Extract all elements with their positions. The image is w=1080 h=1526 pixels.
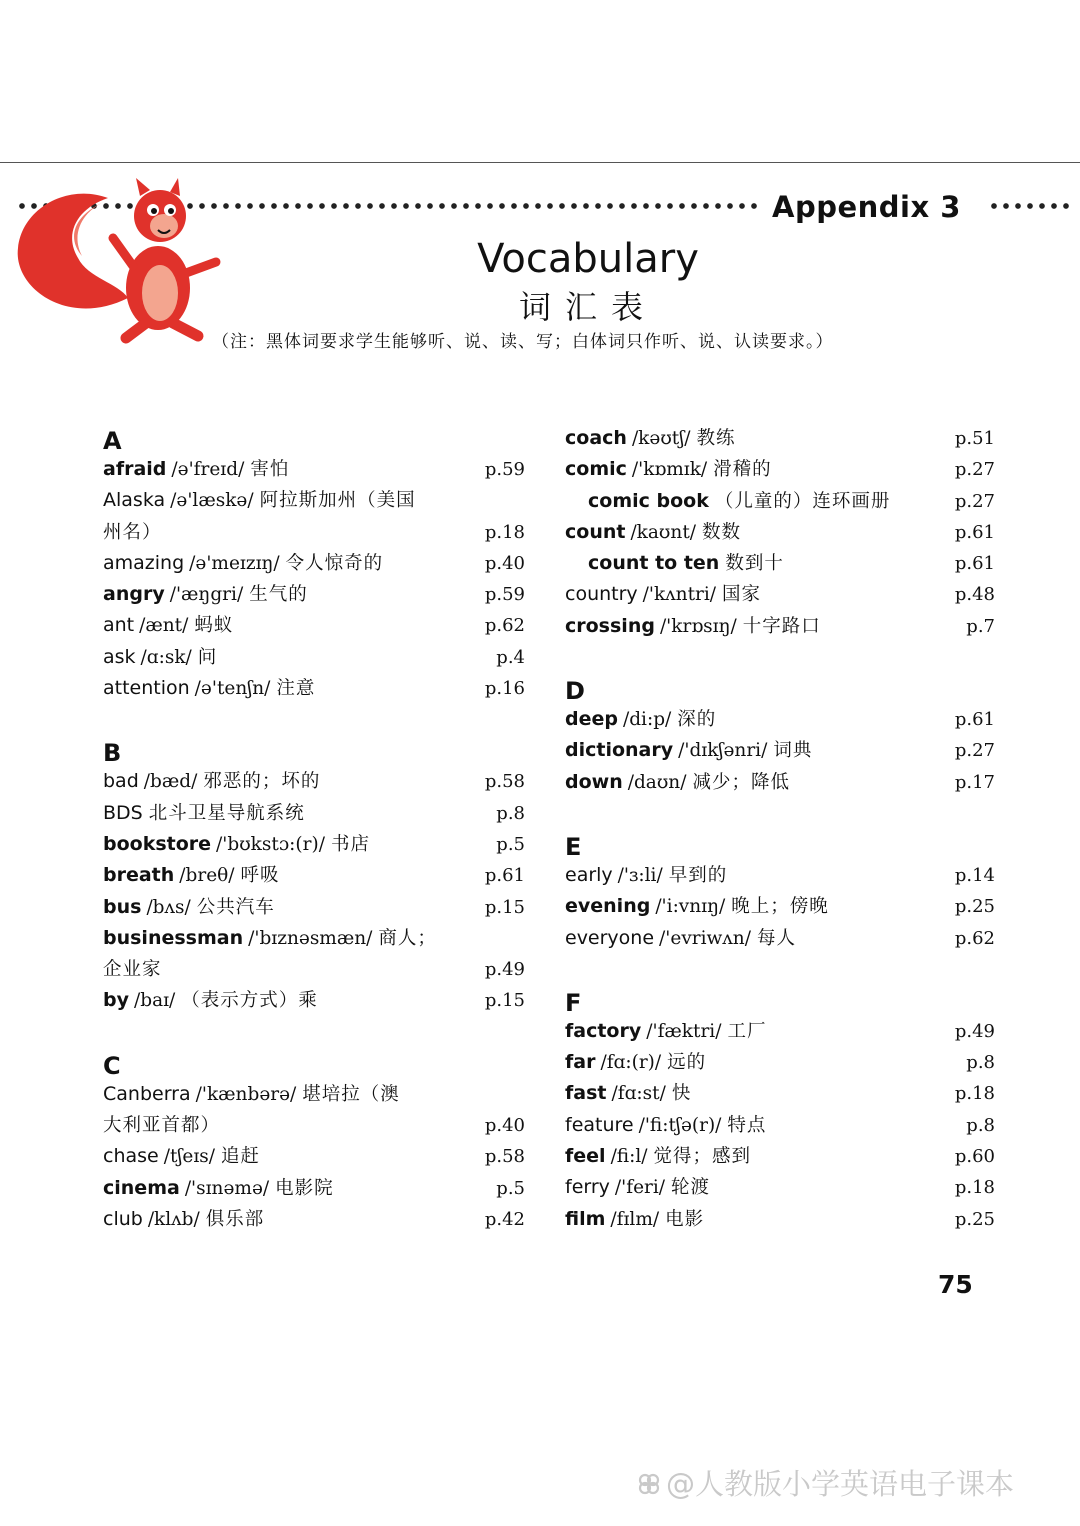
entry-page-ref: p.25 [954,1208,995,1230]
entry-page-ref: p.59 [484,459,525,480]
entry-meaning: 问 [197,646,218,668]
entry-phonetic: /'kʌntri/ [642,584,716,606]
entry-word: ferry [565,1176,610,1199]
section-gap [103,1017,528,1048]
entry-phonetic: /'krɒsɪŋ/ [659,615,737,637]
vocab-entry [565,704,995,735]
entry-word: comic book [588,489,709,512]
entry-meaning: 快 [671,1083,692,1105]
entry-phonetic: /ə'læskə/ [170,490,254,512]
entry-phonetic: /daʊn/ [627,771,687,793]
entry-word: bad [103,770,139,793]
dotted-leader-right [988,199,1072,213]
entry-meaning: 数到十 [725,553,784,575]
entry-word: bus [103,895,142,918]
vocab-entry [565,517,995,548]
entry-word: coach [565,427,627,449]
vocab-entry [103,1141,528,1172]
entry-word: businessman [103,926,244,949]
entry-meaning: 电影院 [275,1177,334,1199]
entry-word: BDS [103,801,143,824]
entry-phonetic: /breθ/ [179,865,235,887]
vocabulary-column-right [565,423,995,1235]
entry-word: chase [103,1145,159,1168]
entry-word: evening [565,895,651,918]
section-gap [565,954,990,985]
entry-phonetic: /'kɒmɪk/ [631,459,708,481]
entry-page-ref: p.25 [954,896,995,918]
entry-page-ref: p.8 [496,802,525,824]
entry-word: far [565,1051,596,1074]
entry-word: feel [565,1145,606,1168]
entry-meaning: 每人 [756,927,796,949]
entry-meaning: 公共汽车 [196,896,275,918]
entry-phonetic: /'sɪnəmə/ [184,1177,270,1199]
entry-page-ref: p.27 [954,459,995,481]
vocab-entry [103,1204,528,1235]
entry-word: bookstore [103,832,212,855]
section-gap [103,704,528,735]
entry-word: club [103,1207,143,1230]
vocab-entry [565,767,995,798]
entry-page-ref: p.15 [484,990,525,1012]
entry-meaning: 追赶 [221,1146,261,1168]
entry-page-ref: p.8 [966,1052,995,1074]
entry-phonetic: /'kænbərə/ [195,1083,297,1105]
vocab-entry [103,985,528,1016]
entry-phonetic: /di:p/ [622,709,672,731]
entry-page-ref: p.8 [966,1114,995,1136]
top-rule [0,162,1080,163]
entry-meaning: 书店 [330,833,370,855]
entry-meaning: （儿童的）连环画册 [714,490,891,512]
entry-phonetic: /ə'tenʃn/ [194,678,271,700]
section-letter: E [565,832,582,861]
vocab-entry [565,735,995,766]
vocab-entry [103,485,528,516]
vocab-entry [103,548,528,579]
vocab-entry [103,1173,528,1204]
vocab-entry [565,1016,995,1047]
entry-meaning: 俱乐部 [205,1208,265,1230]
vocab-entry [103,860,528,891]
vocab-entry [565,860,995,891]
entry-word: attention [103,677,190,700]
usage-note: （注：黑体词要求学生能够听、说、读、写；白体词只作听、说、认读要求。） [212,332,834,352]
watermark-logo-icon [636,1471,662,1497]
entry-phonetic: /'dɪkʃənri/ [678,740,768,762]
entry-page-ref: p.61 [954,553,995,575]
vocab-entry [565,1141,995,1172]
entry-page-ref: p.17 [954,771,995,793]
entry-phonetic: /'i:vnɪŋ/ [655,896,726,918]
entry-word: country [565,583,638,606]
entry-page-ref: p.49 [484,959,525,981]
entry-word: down [565,770,623,793]
vocab-entry [565,454,995,485]
entry-meaning: 呼吸 [240,865,280,887]
vocab-entry [103,923,528,954]
entry-phonetic: /ɑ:sk/ [140,646,192,668]
section-letter: A [103,427,122,455]
entry-meaning: 电影 [665,1208,705,1230]
entry-meaning: 早到的 [668,864,728,886]
entry-page-ref: p.16 [484,678,525,700]
entry-meaning: 企业家 [103,959,162,981]
entry-page-ref: p.62 [484,615,525,637]
entry-page-ref: p.58 [484,771,525,793]
entry-page-ref: p.62 [954,927,995,949]
entry-meaning: 北斗卫星导航系统 [148,802,305,824]
entry-meaning: 害怕 [250,459,290,480]
entry-page-ref: p.51 [954,428,995,449]
vocab-entry [103,1079,528,1110]
entry-phonetic: /kəʊtʃ/ [631,428,691,449]
vocab-entry [565,923,995,954]
entry-meaning: 阿拉斯加州（美国 [259,490,416,512]
entry-phonetic: /ə'meɪzɪŋ/ [189,552,280,574]
entry-phonetic: /ænt/ [139,615,189,637]
entry-phonetic: /'bʊkstɔ:(r)/ [216,833,325,855]
entry-meaning: 堪培拉（澳 [302,1083,400,1105]
entry-meaning: 轮渡 [671,1177,711,1199]
entry-word: afraid [103,458,167,480]
vocab-entry [565,1110,995,1141]
entry-phonetic: /fɪlm/ [610,1208,660,1230]
entry-word: fast [565,1082,607,1105]
entry-word: count to ten [588,552,720,575]
entry-page-ref: p.4 [496,646,525,668]
vocab-entry [565,891,995,922]
section-letter: D [565,677,585,706]
entry-page-ref: p.40 [484,1115,525,1137]
entry-word: deep [565,708,618,731]
entry-page-ref: p.58 [484,1146,525,1168]
vocab-entry [103,892,528,923]
entry-page-ref: p.27 [954,490,995,512]
entry-page-ref: p.49 [954,1020,995,1042]
entry-word: angry [103,583,165,606]
entry-meaning: 十字路口 [742,615,821,637]
entry-phonetic: /'æŋgri/ [169,584,244,606]
entry-word: feature [565,1113,634,1136]
entry-word: crossing [565,614,655,637]
entry-page-ref: p.5 [496,833,525,855]
entry-word: by [103,989,129,1012]
section-letter: B [103,739,122,768]
entry-page-ref: p.18 [484,521,525,543]
vocab-entry [103,454,528,485]
entry-page-ref: p.7 [966,615,995,637]
vocab-entry [565,486,995,517]
vocab-entry [565,611,995,642]
entry-meaning: （表示方式）乘 [181,990,318,1012]
entry-meaning: 觉得；感到 [653,1146,752,1168]
vocab-entry [103,517,528,548]
entry-phonetic: /baɪ/ [134,990,176,1012]
vocab-entry [565,548,995,579]
entry-meaning: 工厂 [727,1020,767,1042]
entry-word: film [565,1207,606,1230]
vocab-entry [103,1110,528,1141]
vocab-entry [565,1078,995,1109]
entry-page-ref: p.61 [484,865,525,887]
vocab-entry [103,642,528,673]
appendix-label: Appendix 3 [772,190,961,224]
entry-word: everyone [565,926,655,949]
entry-phonetic: /'bɪznəsmæn/ [248,927,373,949]
entry-phonetic: /'evriwʌn/ [659,927,751,949]
entry-page-ref: p.18 [954,1177,995,1199]
entry-word: amazing [103,551,185,574]
entry-phonetic: /fi:l/ [610,1146,648,1168]
vocab-entry [103,766,528,797]
entry-meaning: 远的 [667,1052,707,1074]
entry-page-ref: p.42 [484,1208,525,1230]
entry-word: cinema [103,1176,180,1199]
vocab-entry [565,1204,995,1235]
entry-phonetic: /'feri/ [614,1177,666,1199]
entry-meaning: 晚上；傍晚 [731,896,829,918]
entry-word: breath [103,864,175,887]
entry-phonetic: /fɑ:(r)/ [600,1052,662,1074]
entry-meaning: 特点 [727,1114,767,1136]
entry-word: ask [103,645,136,668]
entry-phonetic: /fɑ:st/ [611,1083,666,1105]
entry-phonetic: /'ɜ:li/ [617,864,663,886]
entry-page-ref: p.59 [484,584,525,606]
entry-page-ref: p.5 [496,1177,525,1199]
watermark-text: @人教版小学英语电子课本 [666,1467,1015,1501]
section-gap [565,642,990,673]
entry-page-ref: p.61 [954,521,995,543]
entry-meaning: 深的 [677,709,717,731]
entry-phonetic: /tʃeɪs/ [163,1146,216,1168]
entry-meaning: 教练 [696,428,736,449]
page-title: Vocabulary [477,236,699,282]
entry-word: factory [565,1019,642,1042]
entry-meaning: 州名） [103,521,162,543]
entry-word: ant [103,614,135,637]
vocab-entry [103,954,528,985]
entry-meaning: 商人； [378,927,437,949]
entry-meaning: 令人惊奇的 [285,552,384,574]
vocab-entry [103,829,528,860]
vocabulary-column-left [103,423,528,1235]
vocab-entry [103,579,528,610]
entry-word: Alaska [103,489,166,512]
entry-phonetic: /'fæktri/ [646,1020,722,1042]
entry-meaning: 国家 [722,584,762,606]
entry-phonetic: /'fi:tʃə(r)/ [638,1114,722,1136]
vocab-entry [565,579,995,610]
section-letter: F [565,988,582,1017]
entry-meaning: 蚂蚁 [194,615,234,637]
entry-word: early [565,863,613,886]
entry-meaning: 注意 [276,678,316,700]
entry-page-ref: p.60 [954,1146,995,1168]
watermark [636,1462,1014,1503]
entry-meaning: 滑稽的 [713,459,772,481]
entry-word: Canberra [103,1082,191,1105]
entry-meaning: 词典 [773,740,813,762]
section-letter: C [103,1051,121,1080]
vocab-entry [565,1172,995,1203]
entry-phonetic: /klʌb/ [147,1208,200,1230]
entry-phonetic: /ə'freɪd/ [171,459,245,480]
entry-page-ref: p.14 [954,864,995,886]
entry-phonetic: /kaʊnt/ [630,521,696,543]
entry-word: comic [565,458,627,481]
page-subtitle: 词汇表 [518,288,657,326]
entry-phonetic: /bæd/ [143,771,198,793]
vocab-entry [103,610,528,641]
entry-meaning: 大利亚首都） [103,1115,221,1137]
entry-phonetic: /bʌs/ [146,896,191,918]
vocab-entry [565,1047,995,1078]
entry-page-ref: p.61 [954,709,995,731]
entry-page-ref: p.18 [954,1083,995,1105]
entry-word: count [565,520,626,543]
vocab-entry [565,423,995,454]
entry-page-ref: p.40 [484,552,525,574]
entry-meaning: 邪恶的；坏的 [203,771,321,793]
vocab-entry [103,798,528,829]
entry-word: dictionary [565,739,674,762]
section-gap [565,798,990,829]
entry-page-ref: p.48 [954,584,995,606]
entry-page-ref: p.27 [954,740,995,762]
entry-meaning: 数数 [701,521,741,543]
entry-meaning: 生气的 [249,584,308,606]
entry-meaning: 减少；降低 [692,771,790,793]
page-number: 75 [938,1270,973,1299]
entry-page-ref: p.15 [484,896,525,918]
vocab-entry [103,673,528,704]
